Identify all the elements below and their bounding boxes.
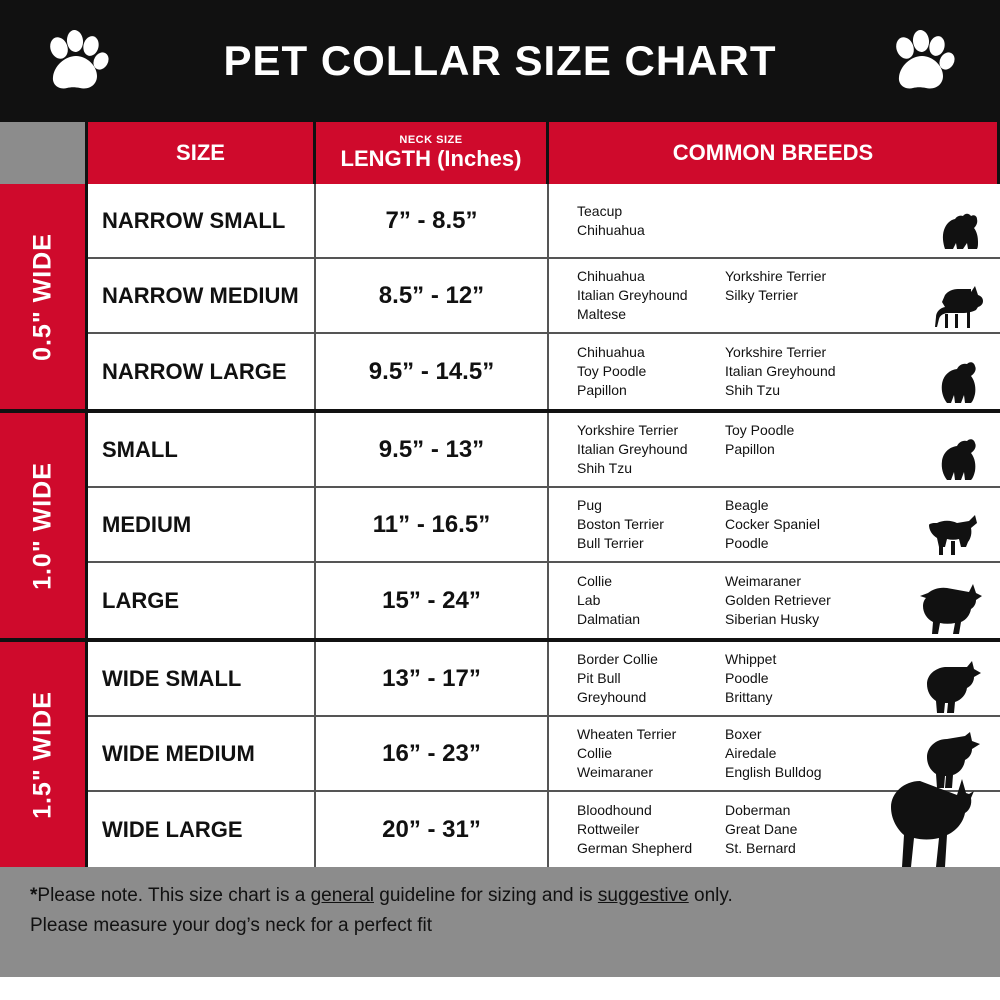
table-row [88, 488, 1000, 563]
breed-item: Siberian Husky [725, 611, 820, 627]
cell-length: 11” - 16.5” [316, 488, 549, 561]
cell-breeds [549, 642, 997, 715]
cell-breeds [549, 563, 997, 638]
breed-item: Papillon [577, 382, 627, 398]
cell-size: NARROW SMALL [88, 184, 316, 257]
cell-length: 9.5” - 14.5” [316, 334, 549, 409]
cell-breeds [549, 792, 997, 867]
cell-size: SMALL [88, 413, 316, 486]
labrador-silhouette-icon [913, 584, 987, 636]
cell-size: WIDE MEDIUM [88, 717, 316, 790]
yorkie-silhouette-icon [935, 209, 987, 255]
chart-header [0, 0, 1000, 122]
breed-item: Silky Terrier [725, 287, 798, 303]
breed-item: Rottweiler [577, 821, 640, 837]
breed-item: Poodle [725, 670, 769, 686]
breed-item: Boxer [725, 726, 762, 742]
breed-item: Chihuahua [577, 221, 645, 238]
breed-item: Great Dane [725, 821, 798, 837]
group-label-1-0-wide [0, 413, 88, 638]
footer-text-c: only. [688, 885, 733, 906]
breed-item: Brittany [725, 689, 773, 705]
table-row [88, 563, 1000, 638]
breed-item: Dalmatian [577, 611, 641, 627]
cell-length: 8.5” - 12” [316, 259, 549, 332]
page-title: PET COLLAR SIZE CHART [223, 37, 777, 84]
breed-item: St. Bernard [725, 840, 796, 856]
cell-breeds [549, 334, 997, 409]
column-header-size: SIZE [88, 122, 316, 184]
size-table [0, 122, 1000, 867]
breed-item: Border Collie [577, 651, 658, 667]
breed-item: Italian Greyhound [577, 441, 688, 457]
breed-item: Yorkshire Terrier [725, 268, 827, 284]
column-header-length-sub: NECK SIZE [399, 134, 463, 146]
table-row [88, 184, 1000, 259]
breed-item: Maltese [577, 306, 627, 322]
group-1-0-wide [0, 413, 1000, 642]
papillon-silhouette-icon [935, 359, 987, 407]
cell-size: MEDIUM [88, 488, 316, 561]
breed-item: Teacup [577, 202, 623, 219]
cell-breeds [549, 184, 997, 257]
table-row [88, 413, 1000, 488]
paw-print-icon [45, 30, 109, 92]
cell-length: 16” - 23” [316, 717, 549, 790]
footer-line-1 [30, 881, 970, 911]
breed-item: Weimaraner [725, 573, 801, 589]
group-label-1-5-wide [0, 642, 88, 867]
group-label-text: 1.5" WIDE [28, 690, 56, 819]
table-row [88, 259, 1000, 334]
pitbull-silhouette-icon [915, 661, 987, 713]
breed-item: Chihuahua [577, 344, 645, 360]
shihtzu-silhouette-icon [935, 436, 987, 484]
column-header-length [316, 122, 549, 184]
breed-item: Weimaraner [577, 764, 653, 780]
cell-breeds [549, 488, 997, 561]
breed-item: Beagle [725, 497, 769, 513]
corner-cell [0, 122, 88, 184]
breed-item: Chihuahua [577, 268, 645, 284]
breed-item: Boston Terrier [577, 516, 664, 532]
cell-size: WIDE SMALL [88, 642, 316, 715]
asterisk: * [30, 885, 38, 906]
breed-item: Airedale [725, 745, 777, 761]
group-label-text: 0.5" WIDE [28, 232, 56, 361]
breed-item: Papillon [725, 441, 775, 457]
breed-item: Italian Greyhound [725, 363, 836, 379]
breed-item: Yorkshire Terrier [577, 422, 679, 438]
breed-item: Bull Terrier [577, 535, 644, 551]
doberman-silhouette-icon [891, 779, 987, 867]
group-label-text: 1.0" WIDE [28, 461, 56, 590]
group-label-0-5-wide [0, 184, 88, 409]
footer-line-2: Please measure your dog’s neck for a perfect fit [30, 915, 433, 936]
cell-size: NARROW MEDIUM [88, 259, 316, 332]
cell-length: 20” - 31” [316, 792, 549, 867]
table-row [88, 717, 1000, 792]
group-1-5-wide [0, 642, 1000, 867]
cell-size: NARROW LARGE [88, 334, 316, 409]
breed-item: Shih Tzu [577, 460, 632, 476]
footer-note [0, 867, 1000, 977]
cell-length: 15” - 24” [316, 563, 549, 638]
footer-underline-suggestive: suggestive [597, 885, 689, 906]
table-header-row [0, 122, 1000, 184]
breed-item: English Bulldog [725, 764, 822, 780]
chihuahua-silhouette-icon [931, 286, 987, 330]
cell-size: LARGE [88, 563, 316, 638]
breed-item: Italian Greyhound [577, 287, 688, 303]
breed-item: Greyhound [577, 689, 647, 705]
breed-item: Collie [577, 573, 613, 589]
table-row [88, 334, 1000, 409]
group-0-5-wide [0, 184, 1000, 413]
breed-item: Golden Retriever [725, 592, 831, 608]
breed-item: Pit Bull [577, 670, 621, 686]
cell-length: 9.5” - 13” [316, 413, 549, 486]
cell-length: 13” - 17” [316, 642, 549, 715]
breed-item: Whippet [725, 651, 777, 667]
breed-item: Cocker Spaniel [725, 516, 820, 532]
breed-item: Wheaten Terrier [577, 726, 677, 742]
cell-length: 7” - 8.5” [316, 184, 549, 257]
footer-text-b: guideline for sizing and is [373, 885, 598, 906]
table-row [88, 792, 1000, 867]
breed-item: Yorkshire Terrier [725, 344, 827, 360]
breed-item: Toy Poodle [577, 363, 647, 379]
beagle-silhouette-icon [921, 515, 987, 559]
footer-underline-general: general [310, 885, 374, 906]
breed-item: Doberman [725, 802, 791, 818]
column-header-breeds: COMMON BREEDS [549, 122, 997, 184]
breed-item: German Shepherd [577, 840, 693, 856]
paw-print-icon [891, 30, 955, 92]
table-row [88, 642, 1000, 717]
cell-breeds [549, 413, 997, 486]
cell-breeds [549, 259, 997, 332]
breed-item: Shih Tzu [725, 382, 780, 398]
breed-item: Collie [577, 745, 613, 761]
footer-text-a: Please note. This size chart is a [37, 885, 311, 906]
breed-item: Lab [577, 592, 601, 608]
breed-item: Toy Poodle [725, 422, 795, 438]
column-header-length-main: LENGTH (Inches) [340, 146, 522, 171]
breed-item: Poodle [725, 535, 769, 551]
breed-item: Bloodhound [577, 802, 652, 818]
breed-item: Pug [577, 497, 602, 513]
cell-size: WIDE LARGE [88, 792, 316, 867]
